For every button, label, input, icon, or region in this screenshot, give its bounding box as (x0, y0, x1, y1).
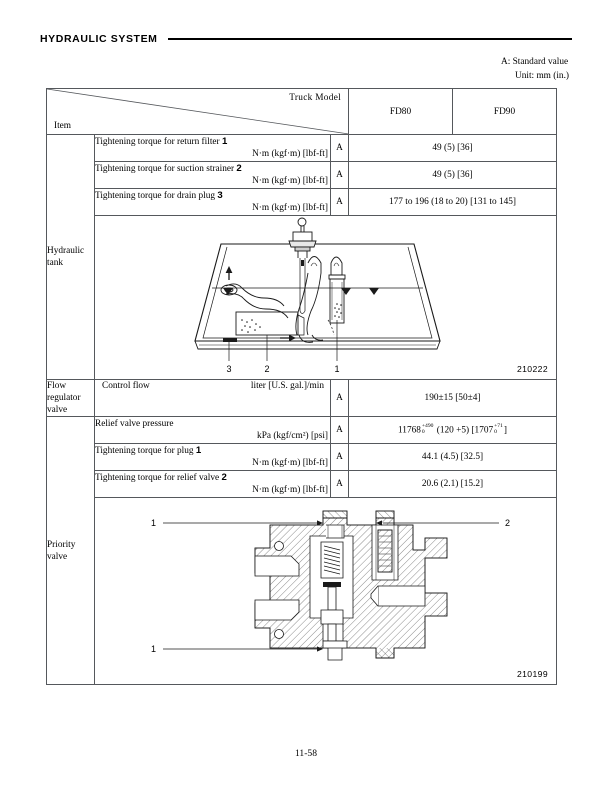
priority-valve-drawing (95, 498, 557, 684)
item-unit: kPa (kgf/cm²) [psi] (257, 431, 328, 441)
specification-table (46, 88, 557, 685)
figure-callout-3: 3 (226, 364, 232, 374)
header-model-fd80: FD80 (349, 89, 453, 135)
table-row (47, 189, 557, 216)
item-unit: N·m (kgf·m) [lbf-ft] (252, 458, 328, 468)
item-callout-number: 3 (217, 189, 223, 201)
value-cell: 44.1 (4.5) [32.5] (349, 444, 557, 471)
figure-callout-1-bottom: 1 (151, 644, 157, 654)
document-header (40, 33, 572, 45)
group-label-flow-regulator-valve (47, 380, 95, 417)
mark-cell: A (331, 417, 349, 444)
item-callout-number: 2 (221, 471, 227, 483)
value-cell: 49 (5) [36] (349, 162, 557, 189)
item-unit: N·m (kgf·m) [lbf-ft] (252, 149, 328, 159)
group-label-line1: Flow (47, 381, 67, 391)
item-cell (95, 471, 331, 498)
header-corner-cell (47, 89, 349, 135)
item-text: Tightening torque for plug (95, 445, 194, 456)
figure-callout-1-top: 1 (151, 518, 157, 528)
table-row (47, 162, 557, 189)
group-label-line2: regulator (47, 393, 81, 403)
tolerance-upper: +71 (494, 422, 503, 429)
item-callout-number: 2 (236, 162, 242, 174)
item-inline-row (95, 381, 330, 415)
table-row (47, 380, 557, 417)
value-cell-relief-pressure (349, 417, 557, 444)
hydraulic-tank-drawing (95, 216, 557, 379)
item-cell (95, 189, 331, 216)
figure-number: 210222 (516, 364, 549, 374)
value-cell: 49 (5) [36] (349, 135, 557, 162)
mark-cell: A (331, 135, 349, 162)
table-row-figure (47, 498, 557, 685)
value-tolerance-1 (422, 423, 434, 435)
item-unit: N·m (kgf·m) [lbf-ft] (252, 485, 328, 495)
figure-callout-2: 2 (505, 518, 511, 528)
table-row (47, 444, 557, 471)
mark-cell: A (331, 162, 349, 189)
tolerance-lower: 0 (494, 429, 497, 435)
mark-cell: A (331, 444, 349, 471)
table-row-figure (47, 216, 557, 380)
item-text: Tightening torque for relief valve (95, 472, 220, 483)
group-label-line2: valve (47, 551, 68, 562)
table-header-row (47, 89, 557, 135)
group-label-priority-valve (47, 417, 95, 685)
item-label: Relief valve pressure (95, 418, 174, 429)
value-cell: 177 to 196 (18 to 20) [131 to 145] (349, 189, 557, 216)
tolerance-lower: 0 (421, 429, 425, 435)
value-mid: (120 +5) [1707 (436, 425, 494, 436)
item-text: Tightening torque for suction strainer (95, 163, 235, 174)
group-label-hydraulic-tank (47, 135, 95, 380)
figure-hydraulic-tank-cutaway (95, 216, 557, 380)
value-tolerance-2 (494, 423, 503, 435)
group-label-line2: tank (47, 258, 64, 268)
header-rule (168, 38, 572, 40)
note-standard-value: A: Standard value (501, 57, 569, 67)
item-unit: liter [U.S. gal.]/min (250, 381, 324, 391)
figure-callout-2: 2 (264, 364, 270, 374)
item-text: Tightening torque for return filter (95, 136, 220, 147)
item-label (95, 190, 330, 203)
table-row (47, 471, 557, 498)
tolerance-upper: +490 (421, 422, 434, 429)
item-cell (95, 380, 331, 417)
item-label (95, 136, 330, 149)
page-footer (0, 748, 612, 759)
page-title: HYDRAULIC SYSTEM (40, 33, 158, 45)
value-end: ] (503, 425, 508, 436)
item-unit: N·m (kgf·m) [lbf-ft] (252, 176, 328, 186)
table-row (47, 135, 557, 162)
header-item-label: Item (54, 121, 72, 131)
group-label-line1: Priority (47, 539, 76, 550)
legend-notes (501, 55, 569, 83)
header-truck-model-label: Truck Model (289, 93, 342, 103)
note-unit: Unit: mm (in.) (515, 71, 569, 81)
item-cell (95, 444, 331, 471)
item-cell (95, 162, 331, 189)
item-label (95, 445, 330, 458)
item-label (95, 472, 330, 485)
table-row (47, 417, 557, 444)
group-label-line1: Hydraulic (47, 246, 85, 256)
item-label: Control flow (102, 381, 150, 391)
item-cell (95, 135, 331, 162)
figure-number: 210199 (516, 669, 549, 679)
mark-cell: A (331, 189, 349, 216)
group-label-line3: valve (47, 405, 68, 415)
value-cell: 190±15 [50±4] (349, 380, 557, 417)
item-text: Tightening torque for drain plug (95, 190, 215, 201)
mark-cell: A (331, 471, 349, 498)
item-callout-number: 1 (195, 444, 202, 456)
item-callout-number: 1 (221, 135, 228, 147)
item-unit: N·m (kgf·m) [lbf-ft] (252, 203, 328, 213)
item-label (95, 163, 330, 176)
page-number: 11-58 (294, 748, 318, 759)
value-cell: 20.6 (2.1) [15.2] (349, 471, 557, 498)
figure-priority-valve-section (95, 498, 557, 685)
header-model-fd90: FD90 (453, 89, 557, 135)
value-base: 11768 (398, 425, 421, 436)
mark-cell: A (331, 380, 349, 417)
figure-callout-1: 1 (334, 364, 340, 374)
item-cell (95, 417, 331, 444)
